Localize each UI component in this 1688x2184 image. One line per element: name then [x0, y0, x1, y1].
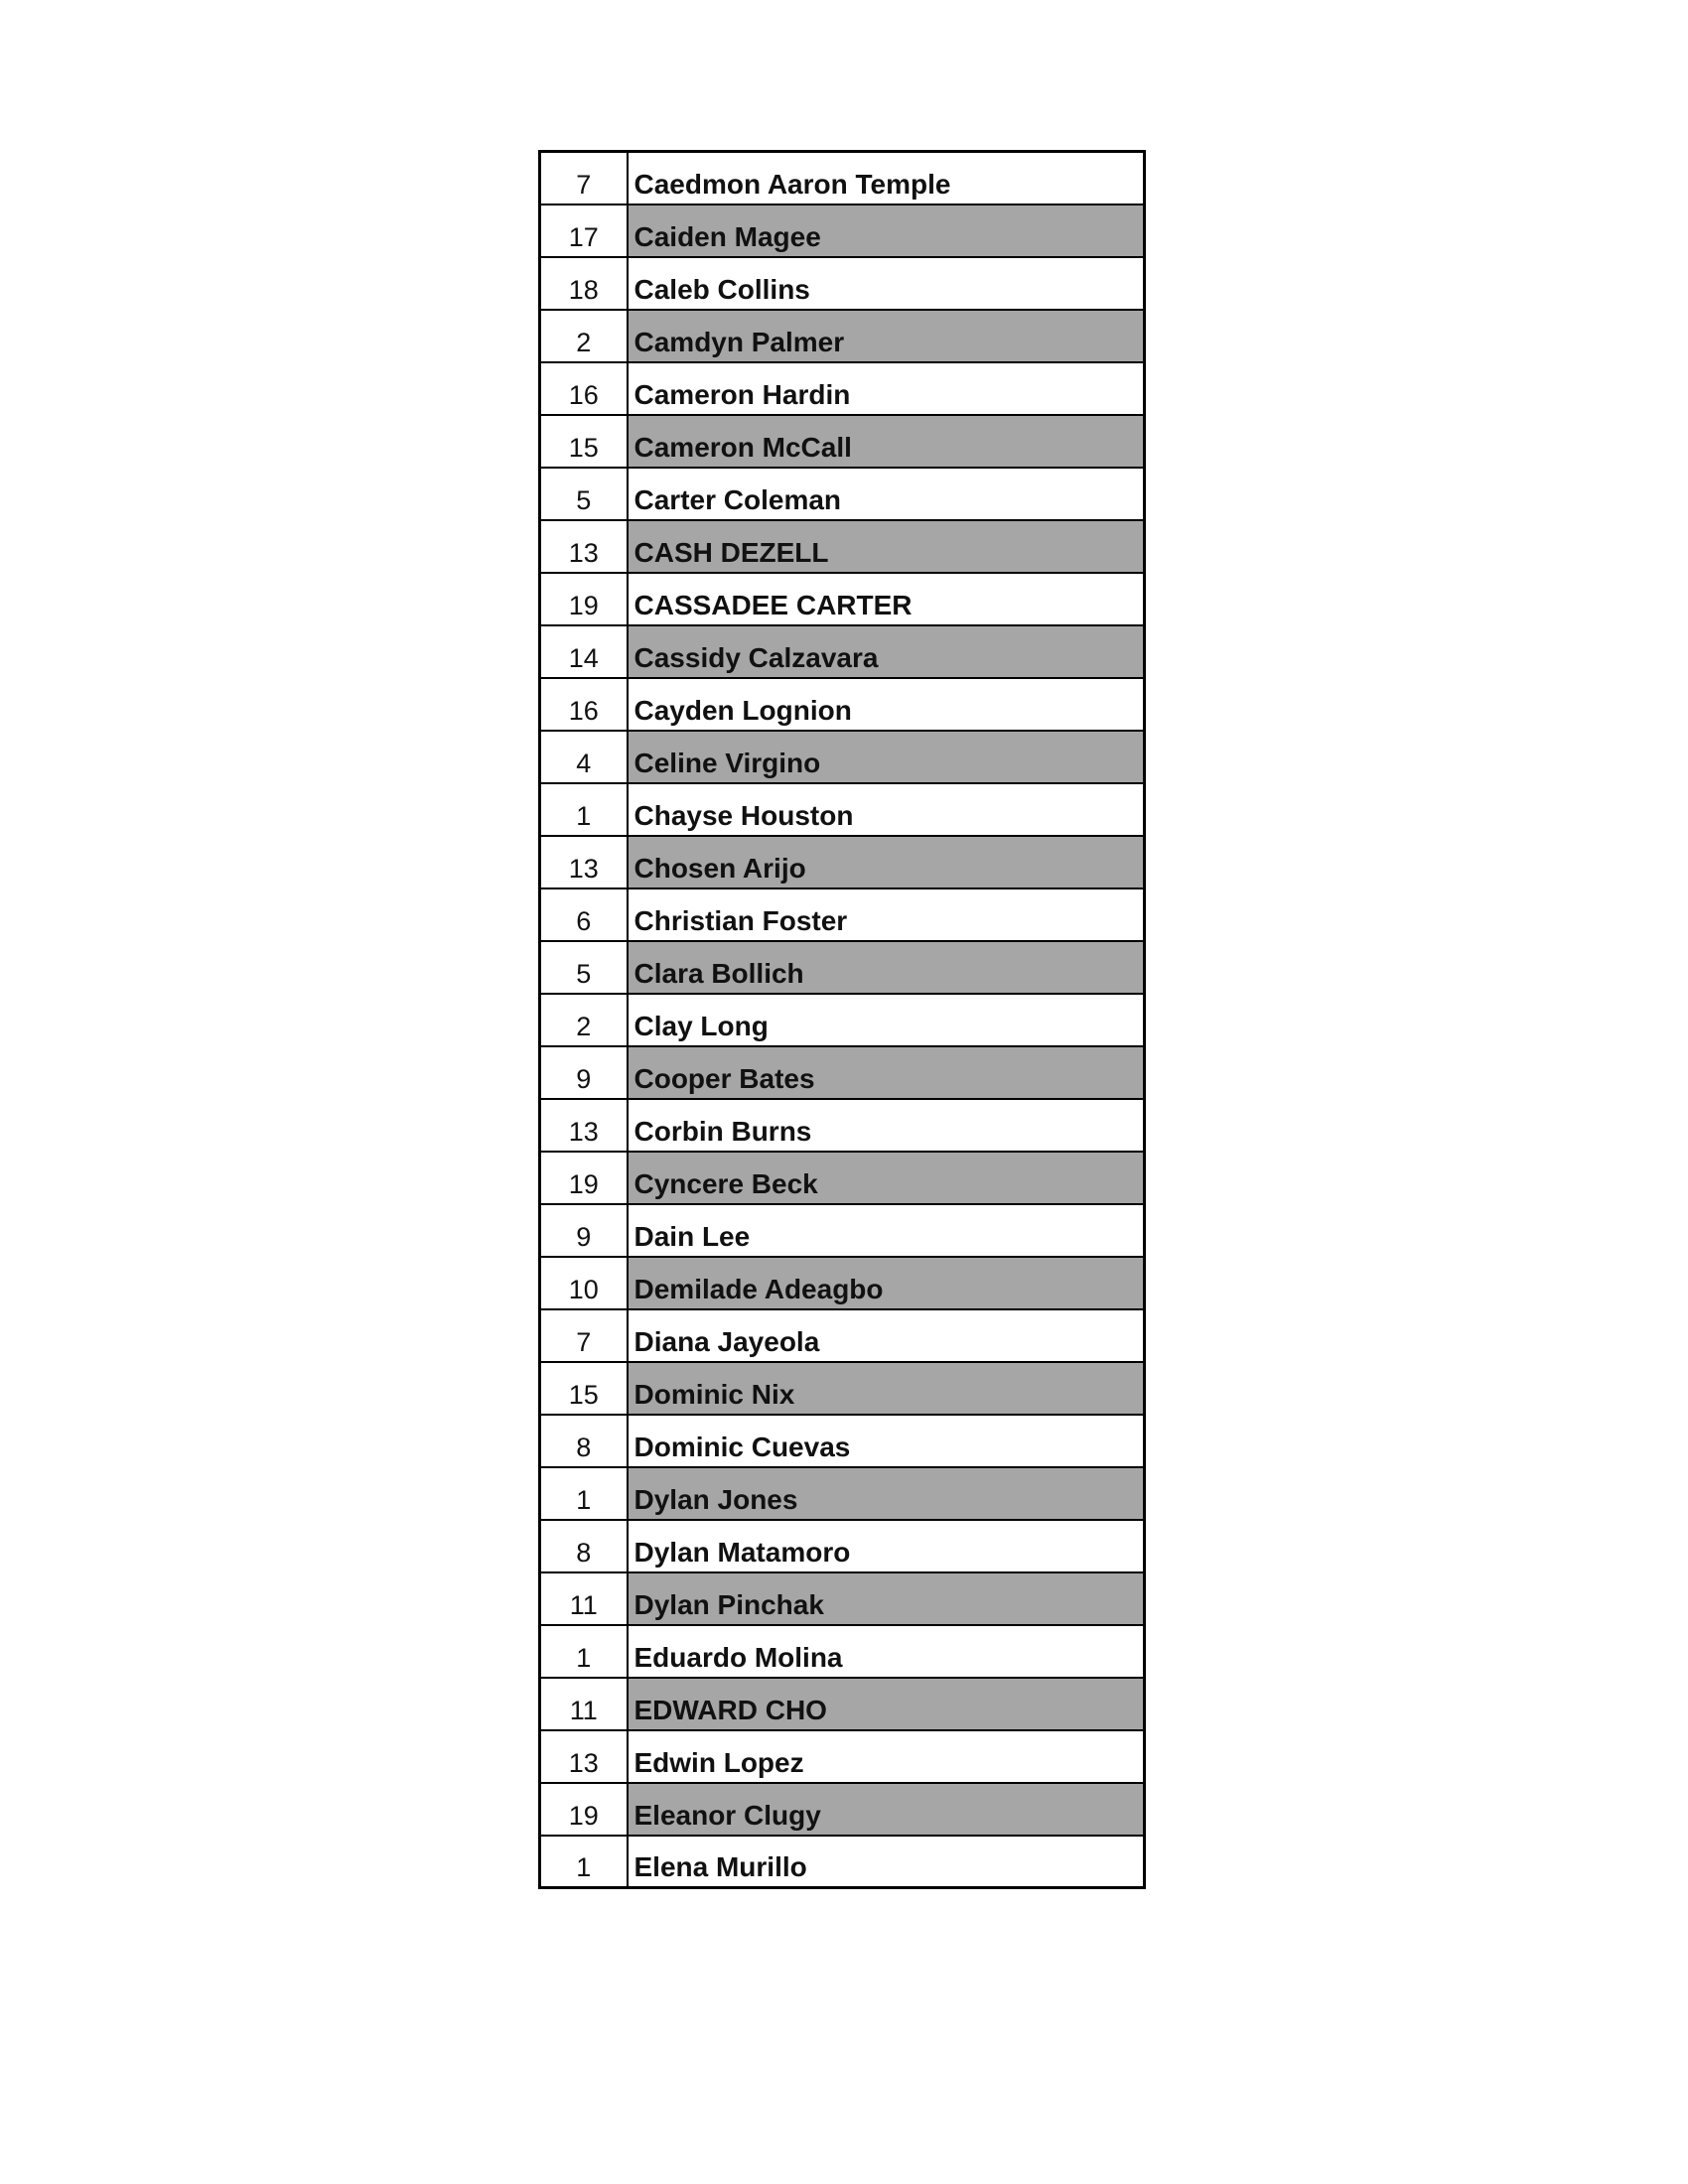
table-row [540, 415, 1145, 468]
row-number-cell: 1 [540, 1467, 628, 1520]
row-number-cell: 11 [540, 1572, 628, 1625]
row-name-cell: Cooper Bates [628, 1046, 1145, 1099]
table-row [540, 1730, 1145, 1783]
table-row [540, 1520, 1145, 1572]
row-name-cell: Clay Long [628, 994, 1145, 1046]
row-number-cell: 1 [540, 783, 628, 836]
row-name-cell: Dylan Jones [628, 1467, 1145, 1520]
row-name-cell: Cayden Lognion [628, 678, 1145, 731]
table-row [540, 257, 1145, 310]
row-number-cell: 6 [540, 888, 628, 941]
row-number-cell: 4 [540, 731, 628, 783]
table-row [540, 205, 1145, 257]
table-row [540, 1257, 1145, 1309]
row-name-cell: Eleanor Clugy [628, 1783, 1145, 1836]
row-name-cell: CASSADEE CARTER [628, 573, 1145, 625]
row-name-cell: Cameron Hardin [628, 362, 1145, 415]
row-number-cell: 17 [540, 205, 628, 257]
row-number-cell: 8 [540, 1415, 628, 1467]
table-row [540, 1152, 1145, 1204]
row-name-cell: Corbin Burns [628, 1099, 1145, 1152]
row-name-cell: Caleb Collins [628, 257, 1145, 310]
row-name-cell: Cameron McCall [628, 415, 1145, 468]
row-number-cell: 13 [540, 836, 628, 888]
row-number-cell: 10 [540, 1257, 628, 1309]
row-number-cell: 11 [540, 1678, 628, 1730]
row-number-cell: 5 [540, 941, 628, 994]
table-row [540, 1783, 1145, 1836]
row-number-cell: 1 [540, 1625, 628, 1678]
row-number-cell: 15 [540, 415, 628, 468]
row-number-cell: 13 [540, 520, 628, 573]
table-row [540, 1836, 1145, 1888]
table-row [540, 836, 1145, 888]
row-name-cell: Elena Murillo [628, 1836, 1145, 1888]
table-row [540, 1099, 1145, 1152]
row-number-cell: 5 [540, 468, 628, 520]
table-row [540, 1309, 1145, 1362]
row-name-cell: Celine Virgino [628, 731, 1145, 783]
table-row [540, 1625, 1145, 1678]
table-row [540, 678, 1145, 731]
row-name-cell: Carter Coleman [628, 468, 1145, 520]
row-number-cell: 16 [540, 678, 628, 731]
roster-table [538, 150, 1146, 1889]
row-name-cell: Clara Bollich [628, 941, 1145, 994]
row-number-cell: 14 [540, 625, 628, 678]
row-name-cell: Edwin Lopez [628, 1730, 1145, 1783]
row-name-cell: Christian Foster [628, 888, 1145, 941]
table-row [540, 941, 1145, 994]
table-row [540, 1204, 1145, 1257]
row-number-cell: 7 [540, 1309, 628, 1362]
table-row [540, 783, 1145, 836]
row-number-cell: 9 [540, 1046, 628, 1099]
table-row [540, 310, 1145, 362]
row-name-cell: Demilade Adeagbo [628, 1257, 1145, 1309]
table-row [540, 1415, 1145, 1467]
table-row [540, 1362, 1145, 1415]
row-name-cell: CASH DEZELL [628, 520, 1145, 573]
row-number-cell: 2 [540, 310, 628, 362]
row-name-cell: Cassidy Calzavara [628, 625, 1145, 678]
row-number-cell: 13 [540, 1730, 628, 1783]
table-row [540, 573, 1145, 625]
row-name-cell: Chayse Houston [628, 783, 1145, 836]
row-name-cell: Dominic Nix [628, 1362, 1145, 1415]
row-name-cell: Caedmon Aaron Temple [628, 152, 1145, 205]
row-name-cell: Dylan Pinchak [628, 1572, 1145, 1625]
table-row [540, 362, 1145, 415]
table-row [540, 152, 1145, 205]
table-row [540, 625, 1145, 678]
row-name-cell: EDWARD CHO [628, 1678, 1145, 1730]
row-number-cell: 19 [540, 1152, 628, 1204]
row-number-cell: 2 [540, 994, 628, 1046]
row-name-cell: Dominic Cuevas [628, 1415, 1145, 1467]
row-number-cell: 13 [540, 1099, 628, 1152]
table-row [540, 1572, 1145, 1625]
row-number-cell: 8 [540, 1520, 628, 1572]
table-row [540, 1678, 1145, 1730]
row-name-cell: Cyncere Beck [628, 1152, 1145, 1204]
table-row [540, 1046, 1145, 1099]
row-number-cell: 18 [540, 257, 628, 310]
row-name-cell: Dylan Matamoro [628, 1520, 1145, 1572]
row-name-cell: Camdyn Palmer [628, 310, 1145, 362]
roster-body [540, 152, 1145, 1888]
row-name-cell: Diana Jayeola [628, 1309, 1145, 1362]
row-name-cell: Dain Lee [628, 1204, 1145, 1257]
row-number-cell: 16 [540, 362, 628, 415]
row-number-cell: 19 [540, 573, 628, 625]
row-number-cell: 1 [540, 1836, 628, 1888]
table-row [540, 520, 1145, 573]
row-number-cell: 9 [540, 1204, 628, 1257]
row-number-cell: 15 [540, 1362, 628, 1415]
row-number-cell: 19 [540, 1783, 628, 1836]
table-row [540, 888, 1145, 941]
table-row [540, 731, 1145, 783]
table-row [540, 468, 1145, 520]
row-number-cell: 7 [540, 152, 628, 205]
row-name-cell: Caiden Magee [628, 205, 1145, 257]
table-row [540, 1467, 1145, 1520]
row-name-cell: Chosen Arijo [628, 836, 1145, 888]
table-row [540, 994, 1145, 1046]
row-name-cell: Eduardo Molina [628, 1625, 1145, 1678]
